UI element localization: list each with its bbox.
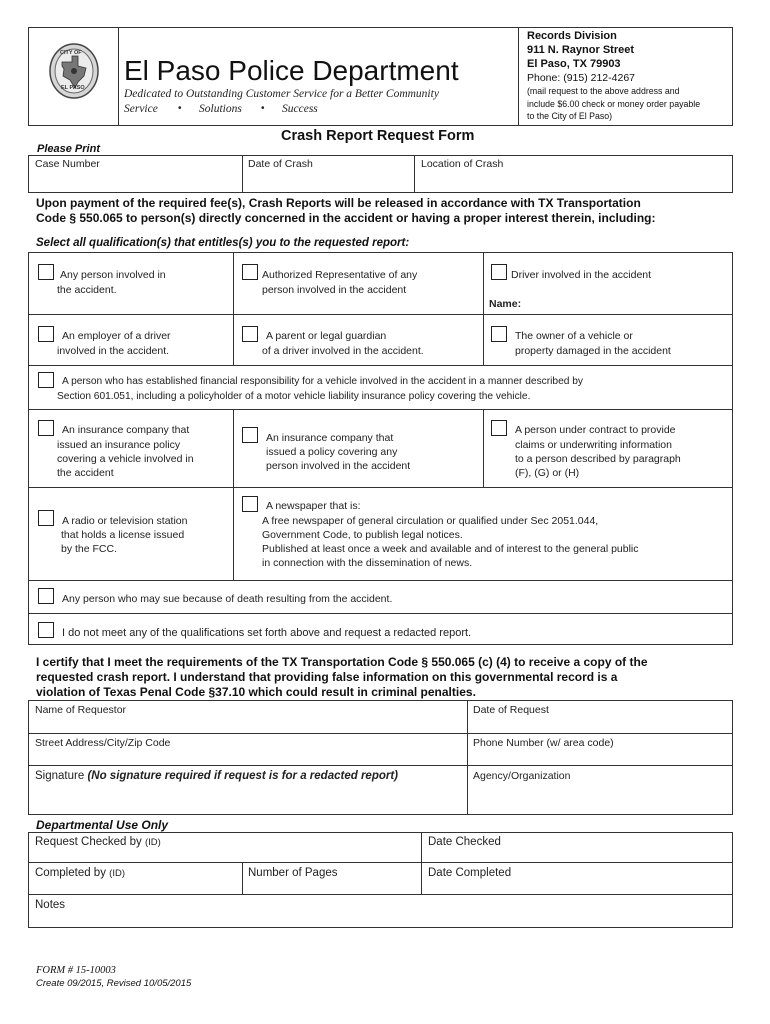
q-contractor-line-4: (F), (G) or (H)	[515, 467, 580, 479]
records-street: 911 N. Raynor Street	[527, 44, 634, 56]
q-financial-line-1: A person who has established financial responsibility for a vehicle involved in the accident in a manner described by	[62, 376, 583, 387]
values-success: Success	[282, 103, 318, 115]
seal-text-bottom: EL PASO	[61, 85, 85, 91]
case-number-field[interactable]: Case Number	[35, 158, 100, 170]
q-col-line-2	[483, 252, 484, 365]
q-radio-line-3: by the FCC.	[61, 543, 118, 555]
requestor-box	[28, 700, 733, 815]
q-newspaper-line-2: A free newspaper of general circulation or qualified under Sec 2051.044,	[262, 515, 599, 527]
q-col-line-4	[483, 409, 484, 487]
q-row-line-3	[28, 409, 733, 410]
records-city: El Paso, TX 79903	[527, 58, 621, 70]
date-of-request-field[interactable]: Date of Request	[473, 704, 549, 716]
records-division-block	[527, 29, 731, 123]
checkbox-newspaper[interactable]	[242, 496, 258, 512]
q-employer-line-1: An employer of a driver	[62, 330, 171, 342]
number-of-pages-field[interactable]: Number of Pages	[248, 867, 338, 879]
checkbox-vehicle-owner[interactable]	[491, 326, 507, 342]
completed-by-field[interactable]	[35, 867, 125, 879]
date-of-crash-field[interactable]: Date of Crash	[248, 158, 313, 170]
q-newspaper-line-5: in connection with the dissemination of news.	[262, 557, 473, 569]
header-divider-right	[518, 27, 519, 126]
departmental-use-heading: Departmental Use Only	[36, 818, 169, 832]
checkbox-redacted-report[interactable]	[38, 622, 54, 638]
form-title: Crash Report Request Form	[281, 128, 475, 144]
q-employer-line-2: involved in the accident.	[57, 345, 170, 357]
q-authorized-line-1: Authorized Representative of any	[262, 269, 418, 281]
certification-line-2: requested crash report. I understand that providing false information on this governmental record is a	[36, 670, 618, 684]
mail-note-1: (mail request to the above address and	[527, 86, 680, 96]
dept-col-line-1	[421, 832, 422, 894]
q-authorized-line-2: person involved in the accident	[262, 284, 407, 296]
q-insurer-vehicle-line-3: covering a vehicle involved in	[57, 453, 194, 465]
q-row-line-6	[28, 613, 733, 614]
q-insurer-person-line-1: An insurance company that	[266, 432, 394, 444]
q-insurer-vehicle-line-1: An insurance company that	[62, 424, 190, 436]
values-service: Service	[124, 103, 158, 115]
case-divider-1	[242, 155, 243, 193]
dept-row-line-2	[28, 894, 733, 895]
police-seal-logo	[48, 42, 100, 100]
payment-notice-line-2: Code § 550.065 to person(s) directly concerned in the accident or having a proper interest therein, including:	[36, 211, 656, 225]
seal-text-top: CITY OF	[60, 50, 82, 56]
signature-field[interactable]	[35, 770, 398, 782]
checkbox-driver-involved[interactable]	[491, 264, 507, 280]
checkbox-authorized-representative[interactable]	[242, 264, 258, 280]
signature-note: (No signature required if request is for a redacted report)	[87, 770, 398, 782]
completed-by-id: (ID)	[109, 868, 125, 879]
q-involved-line-2: the accident.	[57, 284, 117, 296]
q-redacted: I do not meet any of the qualifications set forth above and request a redacted report.	[62, 627, 472, 639]
req-row-line-1	[28, 733, 733, 734]
dept-col-line-2	[242, 862, 243, 894]
signature-label: Signature	[35, 770, 85, 782]
mail-note-3: to the City of El Paso)	[527, 111, 613, 121]
q-row-line-4	[28, 487, 733, 488]
agency-organization-field[interactable]: Agency/Organization	[473, 770, 571, 782]
q-owner-line-2: property damaged in the accident	[515, 345, 671, 357]
q-newspaper-line-1: A newspaper that is:	[266, 500, 361, 512]
q-insurer-vehicle-line-4: the accident	[57, 467, 114, 479]
request-checked-by-label: Request Checked by	[35, 836, 142, 848]
q-newspaper-line-3: Government Code, to publish legal notices.	[262, 529, 463, 541]
req-col-line	[467, 700, 468, 815]
q-insurer-vehicle-line-2: issued an insurance policy	[57, 439, 181, 451]
driver-name-field[interactable]: Name:	[489, 298, 522, 310]
q-contractor-line-1: A person under contract to provide	[515, 424, 676, 436]
q-row-line-2	[28, 365, 733, 366]
q-insurer-person-line-3: person involved in the accident	[266, 460, 411, 472]
q-contractor-line-3: to a person described by paragraph	[515, 453, 681, 465]
q-involved-line-1: Any person involved in	[60, 269, 166, 281]
case-info-box	[28, 155, 733, 193]
street-address-field[interactable]: Street Address/City/Zip Code	[35, 737, 171, 749]
checkbox-financial-responsibility[interactable]	[38, 372, 54, 388]
q-contractor-line-2: claims or underwriting information	[515, 439, 672, 451]
q-owner-line-1: The owner of a vehicle or	[515, 330, 633, 342]
dept-row-line-1	[28, 862, 733, 863]
department-title: El Paso Police Department	[124, 55, 459, 86]
req-row-line-2	[28, 765, 733, 766]
certification-line-3: violation of Texas Penal Code §37.10 which could result in criminal penalties.	[36, 685, 476, 699]
checkbox-parent-guardian[interactable]	[242, 326, 258, 342]
q-parent-line-1: A parent or legal guardian	[266, 330, 387, 342]
date-checked-field[interactable]: Date Checked	[428, 836, 501, 848]
records-phone: Phone: (915) 212-4267	[527, 72, 635, 84]
select-instruction: Select all qualification(s) that entitles(s) you to the requested report:	[36, 237, 410, 249]
form-revision: Create 09/2015, Revised 10/05/2015	[36, 978, 192, 989]
q-driver-line-1: Driver involved in the accident	[511, 269, 652, 281]
checkbox-insurer-person[interactable]	[242, 427, 258, 443]
q-parent-line-2: of a driver involved in the accident.	[262, 345, 424, 357]
q-may-sue: Any person who may sue because of death resulting from the accident.	[62, 593, 393, 605]
payment-notice-line-1: Upon payment of the required fee(s), Crash Reports will be released in accordance with TX Transportation	[36, 196, 641, 210]
location-of-crash-field[interactable]: Location of Crash	[421, 158, 504, 170]
checkbox-contractor[interactable]	[491, 420, 507, 436]
checkbox-insurer-vehicle[interactable]	[38, 420, 54, 436]
q-col-line-3	[233, 409, 234, 580]
phone-number-field[interactable]: Phone Number (w/ area code)	[473, 737, 614, 749]
request-checked-by-id: (ID)	[144, 837, 161, 848]
mail-note-2: include $6.00 check or money order payable	[527, 98, 701, 109]
notes-field[interactable]: Notes	[35, 899, 66, 911]
requestor-name-field[interactable]: Name of Requestor	[35, 704, 127, 716]
completed-by-label: Completed by	[35, 867, 106, 879]
q-newspaper-line-4: Published at least once a week and available and of interest to the general public	[262, 543, 639, 555]
checkbox-radio-tv[interactable]	[38, 510, 54, 526]
records-division: Records Division	[527, 30, 617, 42]
checkbox-may-sue[interactable]	[38, 588, 54, 604]
checkbox-employer-of-driver[interactable]	[38, 326, 54, 342]
request-checked-by-field[interactable]	[35, 836, 161, 848]
department-tagline: Dedicated to Outstanding Customer Service for a Better Community	[124, 88, 439, 100]
q-row-line-5	[28, 580, 733, 581]
checkbox-person-involved[interactable]	[38, 264, 54, 280]
form-number: FORM # 15-10003	[36, 965, 116, 976]
q-radio-line-1: A radio or television station	[62, 515, 188, 527]
q-financial-line-2: Section 601.051, including a policyholder of a motor vehicle liability insurance policy covering the vehicle.	[57, 391, 531, 402]
case-divider-2	[414, 155, 415, 193]
values-bullet-1: •	[178, 103, 182, 114]
please-print-label: Please Print	[37, 143, 100, 155]
values-solutions: Solutions	[199, 103, 242, 115]
certification-line-1: I certify that I meet the requirements of the TX Transportation Code § 550.065 (c) (4) to receive a copy of the	[36, 655, 648, 669]
date-completed-field[interactable]: Date Completed	[428, 867, 512, 879]
q-insurer-person-line-2: issued a policy covering any	[266, 446, 398, 458]
q-radio-line-2: that holds a license issued	[61, 529, 185, 541]
values-bullet-2: •	[261, 103, 265, 114]
q-row-line-1	[28, 314, 733, 315]
header-divider-left	[118, 27, 119, 126]
q-col-line-1	[233, 252, 234, 365]
